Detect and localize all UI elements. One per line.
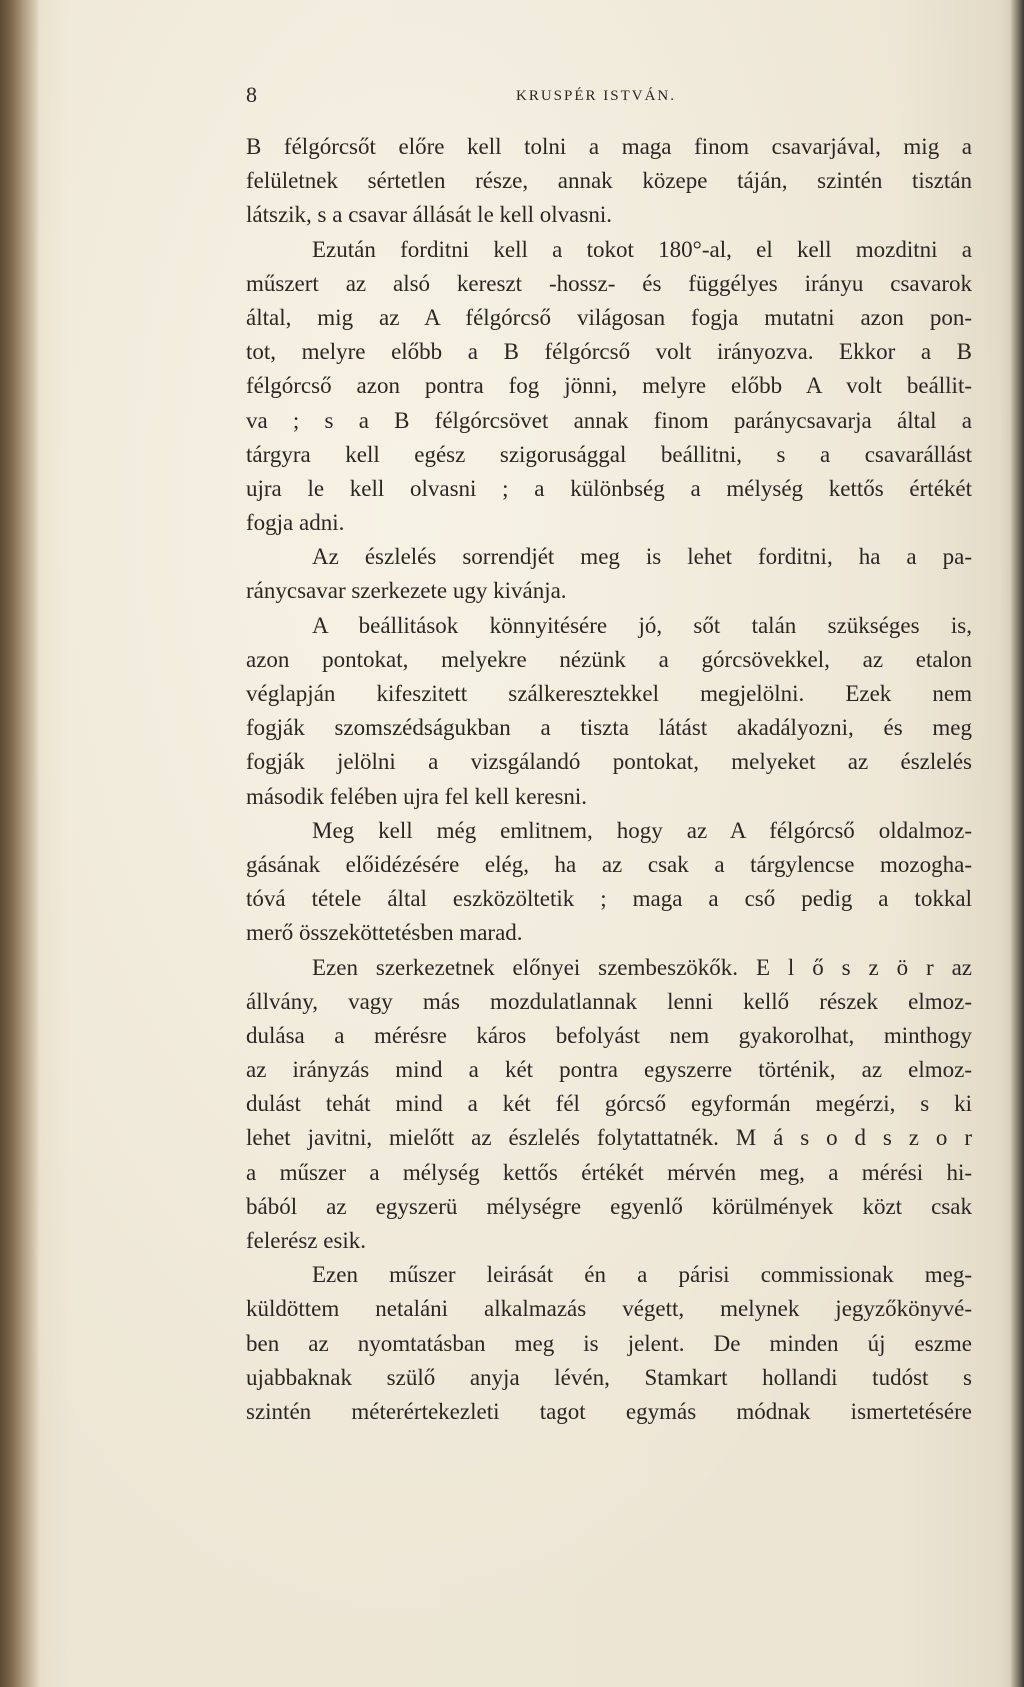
text-line: félgórcső azon pontra fog jönni, melyre előbb A volt beállit-: [246, 373, 972, 399]
book-binding-edge: [0, 0, 40, 1687]
text-line: va ; s a B félgórcsövet annak finom paránycsavarja által a: [246, 407, 972, 433]
text-line: A beállitások könnyitésére jó, sőt talán szükséges is,: [312, 612, 972, 638]
text-line: Meg kell még emlitnem, hogy az A félgórcső oldalmoz-: [312, 817, 972, 843]
text-line: állvány, vagy más mozdulatlannak lenni kellő részek elmoz-: [246, 988, 972, 1014]
text-line: lehet javitni, mielőtt az észlelés folytattatnék. M á s o d s z o r: [246, 1125, 972, 1151]
text-line: Az észlelés sorrendjét meg is lehet forditni, ha a pa-: [312, 544, 972, 570]
text-line: ránycsavar szerkezete ugy kivánja.: [246, 578, 567, 604]
text-line: látszik, s a csavar állását le kell olvasni.: [246, 202, 612, 228]
text-line: dulást tehát mind a két fél górcső egyformán megérzi, s ki: [246, 1091, 972, 1117]
text-line: ujabbaknak szülő anyja lévén, Stamkart hollandi tudóst s: [246, 1364, 972, 1390]
text-line: Ezen szerkezetnek előnyei szembeszökők. E l ő s z ö r az: [312, 954, 972, 980]
text-line: fogja adni.: [246, 510, 345, 536]
text-line: által, mig az A félgórcső világosan fogja mutatni azon pon-: [246, 304, 972, 330]
text-line: Ezután forditni kell a tokot 180°-al, el kell mozditni a: [312, 236, 972, 262]
text-line: Ezen műszer leirását én a párisi commissionak meg-: [312, 1262, 972, 1288]
body-text: [246, 130, 972, 1429]
text-line: ben az nyomtatásban meg is jelent. De minden új eszme: [246, 1330, 972, 1356]
text-line: tóvá tétele által eszközöltetik ; maga a cső pedig a tokkal: [246, 886, 972, 912]
text-line: véglapján kifeszitett szálkeresztekkel megjelölni. Ezek nem: [246, 681, 972, 706]
text-line: tot, melyre előbb a B félgórcső volt irányozva. Ekkor a B: [246, 339, 972, 365]
text-line: műszert az alsó kereszt -hossz- és függélyes irányu csavarok: [246, 270, 972, 296]
text-line: felerész esik.: [246, 1228, 367, 1253]
text-line: küldöttem netaláni alkalmazás végett, melynek jegyzőkönyvé-: [246, 1296, 972, 1322]
text-line: ujra le kell olvasni ; a különbség a mélység kettős értékét: [246, 475, 972, 501]
text-line: a műszer a mélység kettős értékét mérvén meg, a mérési hi-: [246, 1159, 972, 1185]
running-head: KRUSPÉR ISTVÁN.: [516, 88, 677, 104]
text-line: az irányzás mind a két pontra egyszerre történik, az elmoz-: [246, 1057, 972, 1083]
text-line: dulása a mérésre káros befolyást nem gyakorolhat, minthogy: [246, 1022, 972, 1048]
text-line: gásának előidézésére elég, ha az csak a tárgylencse mozogha-: [246, 851, 972, 877]
page-right-edge: [1010, 0, 1024, 1687]
page-header: [246, 80, 986, 110]
text-line: bából az egyszerü mélységre egyenlő körülmények közt csak: [246, 1193, 972, 1219]
text-line: fogják jelölni a vizsgálandó pontokat, melyeket az észlelés: [246, 749, 972, 775]
text-line: azon pontokat, melyekre nézünk a górcsövekkel, az etalon: [246, 646, 972, 672]
text-line: második felében ujra fel kell keresni.: [246, 783, 588, 809]
page-number: 8: [246, 82, 257, 107]
text-line: B félgórcsőt előre kell tolni a maga finom csavarjával, mig a: [246, 134, 972, 159]
text-line: felületnek sértetlen része, annak közepe táján, szintén tisztán: [246, 168, 972, 194]
text-line: fogják szomszédságukban a tiszta látást akadályozni, és meg: [246, 715, 972, 741]
text-line: tárgyra kell egész szigorusággal beállitni, s a csavarállást: [246, 441, 972, 467]
text-line: merő összeköttetésben marad.: [246, 920, 523, 946]
text-line: szintén méterértekezleti tagot egymás módnak ismertetésére: [246, 1398, 972, 1424]
